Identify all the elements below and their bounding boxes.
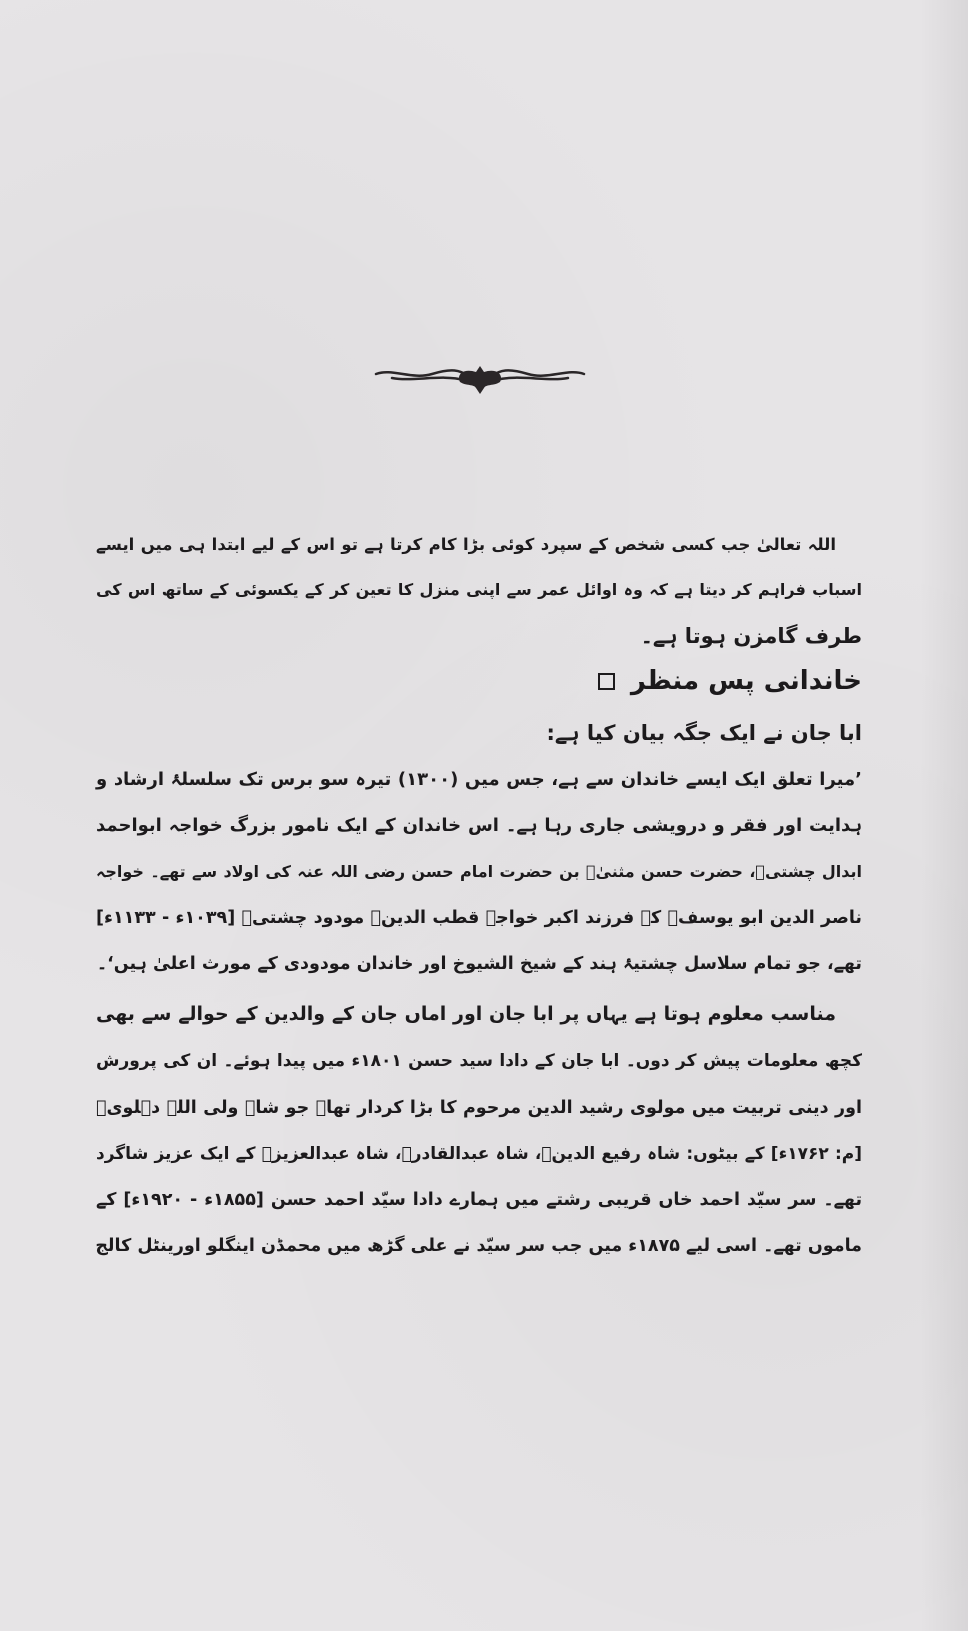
body-line: اور دینی تربیت میں مولوی رشید الدین مرحوم کا بڑا کردار تھا۔ جو شاہ ولی اللہ دہلویؒ bbox=[96, 1098, 862, 1118]
section-heading bbox=[598, 666, 862, 696]
quote-line: ’میرا تعلق ایک ایسے خاندان سے ہے، جس میں (۱۳۰۰) تیرہ سو برس تک سلسلۂ ارشاد و bbox=[96, 769, 862, 790]
section-lead: ابا جان نے ایک جگہ بیان کیا ہے: bbox=[546, 721, 862, 745]
body-line: مناسب معلوم ہوتا ہے یہاں پر ابا جان اور اماں جان کے والدین کے حوالے سے بھی bbox=[96, 1003, 836, 1025]
checkbox-bullet-icon bbox=[598, 673, 615, 690]
body-line: ماموں تھے۔ اسی لیے ۱۸۷۵ء میں جب سر سیّد نے علی گڑھ میں محمڈن اینگلو اورینٹل کالج bbox=[95, 1236, 862, 1256]
intro-line: اللہ تعالیٰ جب کسی شخص کے سپرد کوئی بڑا کام کرتا ہے تو اس کے لیے ابتدا ہی میں ایسے bbox=[96, 535, 836, 554]
section-heading-text: خاندانی پس منظر bbox=[630, 666, 862, 696]
body-line: [م: ۱۷۶۲ء] کے بیٹوں: شاہ رفیع الدینؒ، شاہ عبدالقادرؒ، شاہ عبدالعزیزؒ کے ایک عزیز شاگرد bbox=[96, 1144, 863, 1164]
quote-line: ہدایت اور فقر و درویشی جاری رہا ہے۔ اس خاندان کے ایک نامور بزرگ خواجہ ابواحمد bbox=[96, 815, 862, 836]
quote-line: ابدال چشتیؒ، حضرت حسن مثنیٰؒ بن حضرت امام حسن رضی اللہ عنہ کی اولاد سے تھے۔ خواجہ bbox=[96, 862, 862, 881]
quote-line: تھے، جو تمام سلاسل چشتیۂ ہند کے شیخ الشیوخ اور خاندان مودودی کے مورث اعلیٰ ہیں‘۔ bbox=[96, 954, 862, 974]
body-line: کچھ معلومات پیش کر دوں۔ ابا جان کے دادا سید حسن ۱۸۰۱ء میں پیدا ہوئے۔ ان کی پرورش bbox=[96, 1051, 862, 1071]
intro-line: اسباب فراہم کر دیتا ہے کہ وہ اوائل عمر سے اپنی منزل کا تعین کر کے یکسوئی کے ساتھ اس کی bbox=[96, 580, 862, 599]
intro-line: طرف گامزن ہوتا ہے۔ bbox=[640, 624, 862, 648]
ornament-divider-icon bbox=[372, 360, 588, 396]
body-line: تھے۔ سر سیّد احمد خاں قریبی رشتے میں ہمارے دادا سیّد احمد حسن [۱۸۵۵ء - ۱۹۲۰ء] کے bbox=[96, 1190, 863, 1210]
quote-line: ناصر الدین ابو یوسفؒ کے فرزند اکبر خواجہ قطب الدینؒ مودود چشتیؒ [۱۰۳۹ء - ۱۱۳۳ء] bbox=[96, 908, 862, 928]
